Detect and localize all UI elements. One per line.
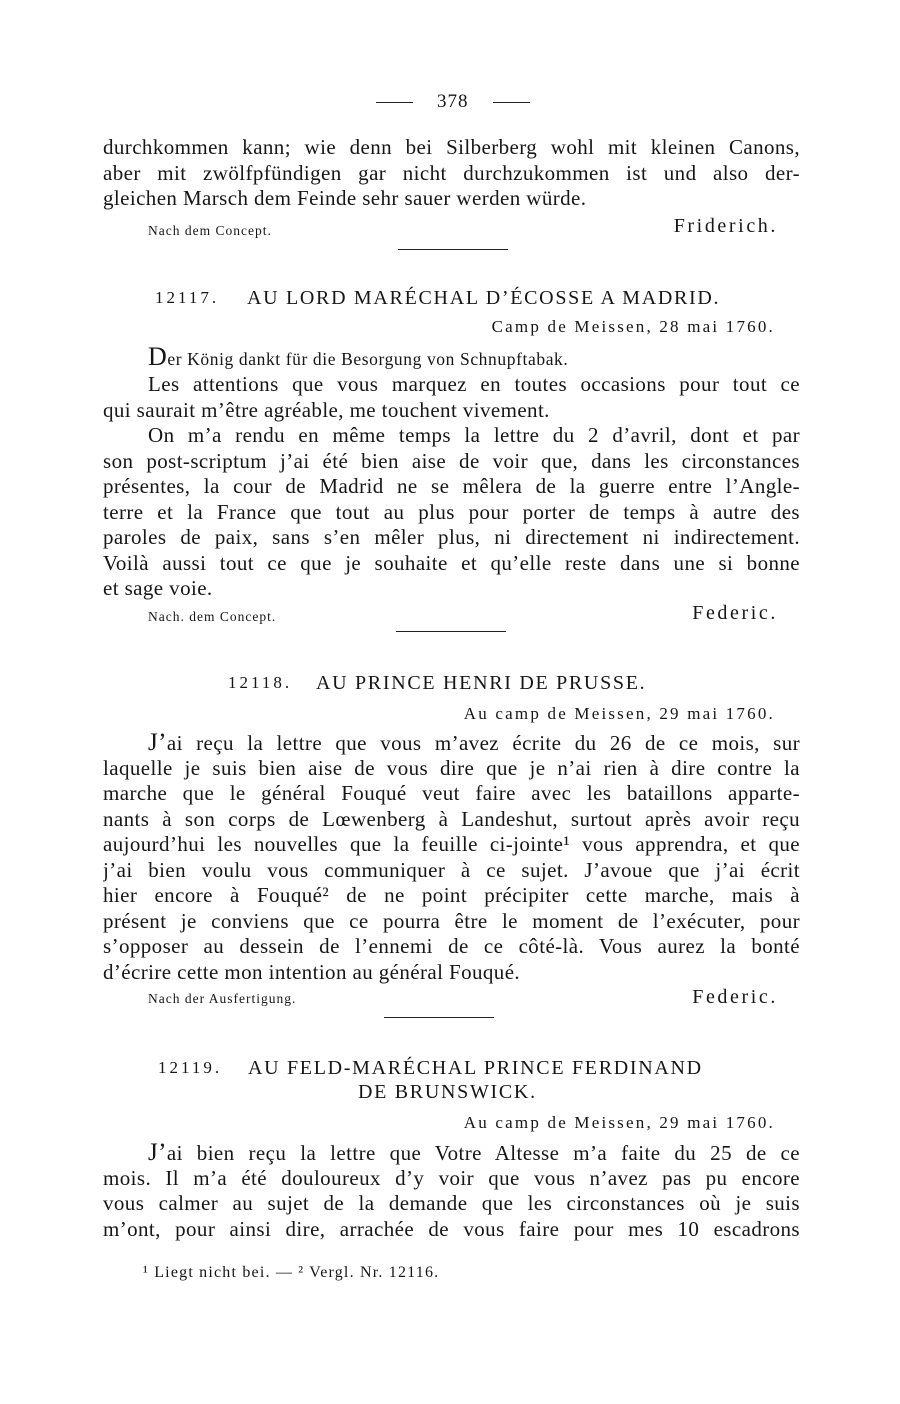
letter-body	[103, 1140, 800, 1242]
text-line: vous calmer au sujet de la demande que les circonstances où je suis	[103, 1191, 800, 1215]
header-dash-right	[493, 102, 530, 103]
text-line: mois. Il m’a été douloureux d’y voir que vous n’avez pas pu encore	[103, 1165, 800, 1190]
signature: Friderich.	[673, 215, 778, 237]
signature: Federic.	[692, 602, 778, 624]
text-line: J’ai reçu la lettre que vous m’avez écrite du 26 de ce mois, sur	[148, 730, 800, 756]
text-line: J’ai bien reçu la lettre que Votre Altesse m’a faite du 25 de ce	[148, 1140, 800, 1166]
text-line: d’écrire cette mon intention au général Fouqué.	[103, 959, 521, 984]
section-divider	[398, 249, 508, 250]
text-line: présent je conviens que ce pourra être le moment de l’exécuter, pour	[103, 908, 800, 933]
text-line: son post-scriptum j’ai été bien aise de voir que, dans les circonstances	[103, 448, 800, 473]
letter-number: 12119.	[158, 1058, 223, 1077]
text-line: s’opposer au dessein de l’ennemi de ce côté-là. Vous aurez la bonté	[103, 934, 800, 958]
text-line: laquelle je suis bien aise de vous dire que je n’ai rien à dire contre la	[103, 755, 800, 780]
text-line: aujourd’hui les nouvelles que la feuille ci-jointe¹ vous apprendra, et que	[103, 832, 800, 856]
text-line: marche que le général Fouqué veut faire avec les bataillons apparte-	[103, 781, 800, 805]
text-line: On m’a rendu en même temps la lettre du 2 d’avril, dont et par	[148, 423, 800, 447]
letter-dateline: Au camp de Meissen, 29 mai 1760.	[463, 1113, 775, 1132]
letter-number: 12118.	[228, 673, 293, 692]
letter-summary: Der König dankt für die Besorgung von Schnupftabak.	[148, 342, 569, 371]
letter-body	[103, 372, 800, 602]
section-divider	[384, 1017, 494, 1018]
page-number: 378	[437, 91, 469, 112]
letter-title: AU PRINCE HENRI DE PRUSSE.	[316, 672, 647, 694]
letter-dateline: Au camp de Meissen, 29 mai 1760.	[463, 704, 775, 723]
text-line: qui saurait m’être agréable, me touchent vivement.	[103, 397, 550, 422]
text-line: et sage voie.	[103, 576, 213, 600]
text-line: Voilà aussi tout ce que je souhaite et qu’elle reste dans une si bonne	[103, 550, 800, 575]
text-line: gleichen Marsch dem Feinde sehr sauer werden würde.	[103, 186, 587, 210]
signature: Federic.	[692, 986, 778, 1008]
source-note: Nach. dem Concept.	[148, 609, 277, 624]
letter-body	[103, 730, 800, 985]
letter-title: AU FELD-MARÉCHAL PRINCE FERDINAND	[248, 1057, 703, 1079]
letter-number: 12117.	[155, 288, 220, 307]
source-note: Nach der Ausfertigung.	[148, 991, 297, 1006]
header-dash-left	[376, 102, 413, 103]
text-line: présentes, la cour de Madrid ne se mêlera de la guerre entre l’Angle-	[103, 474, 800, 498]
text-line: Les attentions que vous marquez en toutes occasions pour tout ce	[148, 372, 800, 396]
text-line: m’ont, pour ainsi dire, arrachée de vous faire pour mes 10 escadrons	[103, 1216, 800, 1241]
text-line: terre et la France que tout au plus pour porter de temps à autre des	[103, 499, 800, 524]
text-line: hier encore à Fouqué² de ne point précipiter cette marche, mais à	[103, 883, 800, 907]
source-note: Nach dem Concept.	[148, 223, 272, 238]
text-line: aber mit zwölfpfündigen gar nicht durchzukommen ist und also der-	[103, 160, 800, 185]
text-line: j’ai bien voulu vous communiquer à ce sujet. J’avoue que j’ai écrit	[103, 857, 800, 882]
text-line: durchkommen kann; wie denn bei Silberberg wohl mit kleinen Canons,	[103, 135, 800, 159]
footnotes: ¹ Liegt nicht bei. — ² Vergl. Nr. 12116.	[143, 1264, 440, 1281]
letter-title-continued: DE BRUNSWICK.	[358, 1081, 537, 1103]
letter-dateline: Camp de Meissen, 28 mai 1760.	[491, 317, 775, 336]
section-divider	[396, 631, 506, 632]
text-line: nants à son corps de Lœwenberg à Landeshut, surtout après avoir reçu	[103, 806, 800, 831]
continuation-text	[103, 135, 800, 212]
letter-title: AU LORD MARÉCHAL D’ÉCOSSE A MADRID.	[247, 287, 721, 309]
text-line: paroles de paix, sans s’en mêler plus, ni directement ni indirectement.	[103, 525, 800, 549]
